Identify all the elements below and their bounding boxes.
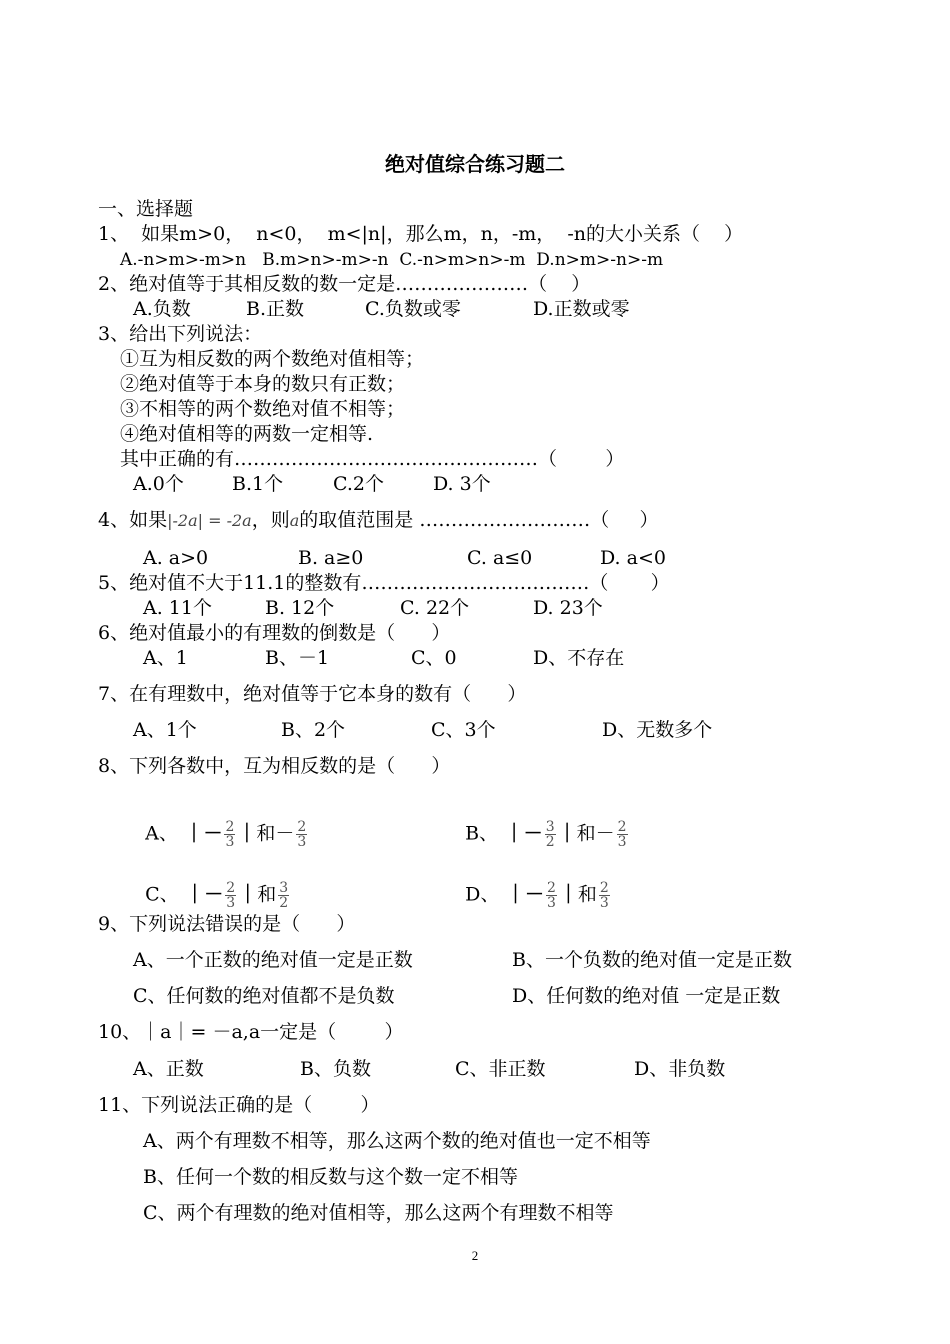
question-2-option-b: B.正数 [246, 298, 305, 320]
question-7-option-b: B、2个 [281, 719, 346, 741]
question-2-option-d: D.正数或零 [533, 298, 630, 320]
question-2-option-c: C.负数或零 [365, 298, 461, 320]
option-label: D、 [465, 883, 500, 906]
question-9-option-d: D、任何数的绝对值 一定是正数 [512, 985, 781, 1007]
question-1-stem: 1、 如果m>0， n<0， m<|n|，那么m，n，-m， -n的大小关系（ ） [98, 223, 744, 245]
fraction: $\frac{2}{3}$ [225, 819, 235, 850]
question-11-option-c: C、两个有理数的绝对值相等，那么这两个有理数不相等 [143, 1202, 614, 1224]
question-11-option-a: A、两个有理数不相等，那么这两个数的绝对值也一定不相等 [143, 1130, 651, 1152]
question-4-option-c: C. a≤0 [467, 547, 533, 569]
question-10-option-c: C、非正数 [455, 1058, 546, 1080]
question-10-option-b: B、负数 [300, 1058, 371, 1080]
question-2-stem: 2、绝对值等于其相反数的数一定是…………………（ ） [98, 273, 591, 295]
question-9-option-b: B、一个负数的绝对值一定是正数 [512, 949, 792, 971]
question-3-tail: 其中正确的有…………………………………………（ ） [120, 448, 625, 470]
question-3-option-b: B.1个 [232, 473, 284, 495]
question-5-option-c: C. 22个 [400, 597, 470, 619]
question-9-option-c: C、任何数的绝对值都不是负数 [133, 985, 395, 1007]
question-8-option-b: B、 ｜－ $\frac{3}{2}$ ｜和－ $\frac{2}{3}$ [465, 819, 627, 850]
question-10-stem: 10、｜a｜= －a,a一定是（ ） [98, 1021, 404, 1043]
page-number: 2 [471, 1248, 479, 1263]
question-10-option-d: D、非负数 [634, 1058, 726, 1080]
fraction: $\frac{2}{3}$ [297, 819, 307, 850]
question-7-option-c: C、3个 [431, 719, 496, 741]
question-8-stem: 8、下列各数中，互为相反数的是（ ） [98, 755, 451, 777]
question-8-option-a: A、 ｜－ $\frac{2}{3}$ ｜和－ $\frac{2}{3}$ [145, 819, 307, 850]
question-5-option-b: B. 12个 [265, 597, 335, 619]
question-7-stem: 7、在有理数中，绝对值等于它本身的数有（ ） [98, 683, 527, 705]
question-4-mid: ，则 [251, 509, 290, 531]
question-4-prefix: 4、如果 [98, 509, 168, 531]
question-6-stem: 6、绝对值最小的有理数的倒数是（ ） [98, 622, 451, 644]
option-label: B、 [465, 822, 499, 845]
question-3-option-a: A.0个 [133, 473, 184, 495]
question-7-option-d: D、无数多个 [602, 719, 713, 741]
question-3-option-d: D. 3个 [433, 473, 491, 495]
question-5-option-a: A. 11个 [143, 597, 212, 619]
fraction: $\frac{2}{3}$ [546, 880, 556, 911]
page-title: 绝对值综合练习题二 [385, 152, 565, 176]
question-4-option-a: A. a>0 [143, 547, 209, 569]
question-3-item-1: ①互为相反数的两个数绝对值相等； [120, 348, 425, 370]
section-heading: 一、选择题 [98, 198, 194, 220]
question-3-option-c: C.2个 [333, 473, 384, 495]
option-label: C、 [145, 883, 179, 906]
fraction: $\frac{2}{3}$ [226, 880, 236, 911]
question-7-option-a: A、1个 [133, 719, 197, 741]
question-4-suffix: 的取值范围是 ………………………（ ） [299, 509, 659, 531]
question-8-option-c: C、 ｜－ $\frac{2}{3}$ ｜和 $\frac{3}{2}$ [145, 880, 289, 911]
option-label: A、 [145, 822, 178, 845]
question-4-option-b: B. a≥0 [298, 547, 364, 569]
question-2-option-a: A.负数 [133, 298, 191, 320]
question-8-option-d: D、 ｜－ $\frac{2}{3}$ ｜和 $\frac{2}{3}$ [465, 880, 609, 911]
question-4-option-d: D. a<0 [600, 547, 666, 569]
question-4-stem [98, 508, 659, 533]
question-11-option-b: B、任何一个数的相反数与这个数一定不相等 [143, 1166, 518, 1188]
question-1-options: A.-n>m>-m>n B.m>n>-m>-n C.-n>m>n>-m D.n>m>-n>-m [120, 250, 664, 270]
question-6-option-b: B、－1 [265, 647, 330, 669]
question-6-option-c: C、0 [411, 647, 457, 669]
question-5-stem: 5、绝对值不大于11.1的整数有………………………………（ ） [98, 572, 670, 594]
fraction: $\frac{2}{3}$ [599, 880, 609, 911]
question-10-option-a: A、正数 [133, 1058, 204, 1080]
question-11-stem: 11、下列说法正确的是（ ） [98, 1094, 380, 1116]
fraction: $\frac{3}{2}$ [545, 819, 555, 850]
question-4-expression: |-2a| = -2a [167, 511, 252, 530]
question-6-option-d: D、不存在 [533, 647, 625, 669]
fraction: $\frac{2}{3}$ [617, 819, 627, 850]
question-9-stem: 9、下列说法错误的是（ ） [98, 913, 356, 935]
question-4-variable: a [289, 511, 300, 530]
question-3-item-3: ③不相等的两个数绝对值不相等； [120, 398, 406, 420]
question-3-item-2: ②绝对值等于本身的数只有正数； [120, 373, 406, 395]
question-6-option-a: A、1 [143, 647, 188, 669]
question-3-item-4: ④绝对值相等的两数一定相等. [120, 423, 374, 445]
question-9-option-a: A、一个正数的绝对值一定是正数 [133, 949, 413, 971]
question-5-option-d: D. 23个 [533, 597, 603, 619]
fraction: $\frac{3}{2}$ [279, 880, 289, 911]
question-3-stem: 3、给出下列说法： [98, 323, 263, 345]
